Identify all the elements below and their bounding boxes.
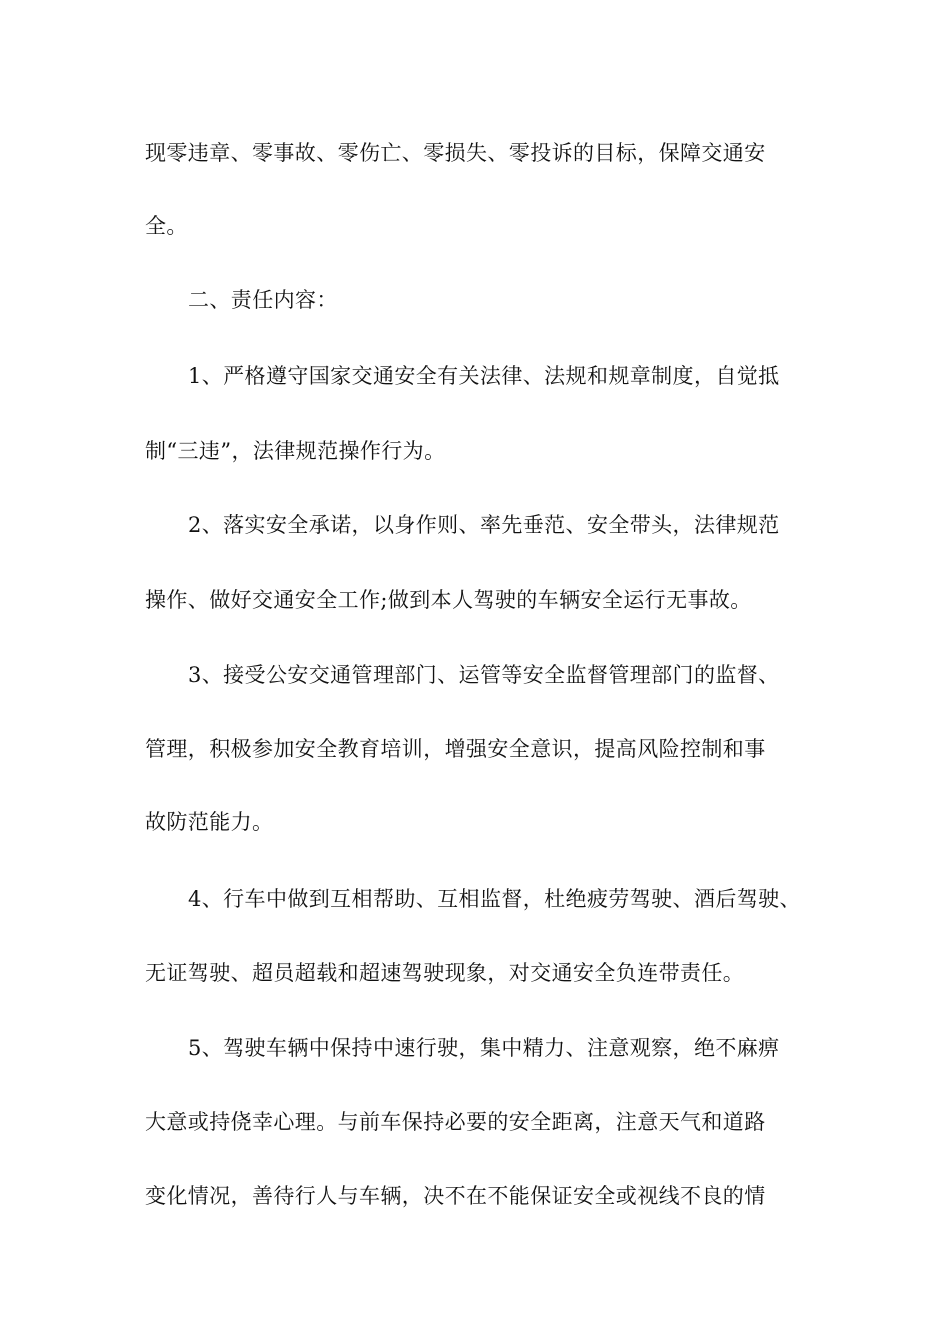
text-line: 故防范能力。 bbox=[145, 810, 274, 834]
text-line: 大意或持侥幸心理。与前车保持必要的安全距离，注意天气和道路 bbox=[145, 1110, 766, 1134]
text-line: 1、严格遵守国家交通安全有关法律、法规和规章制度，自觉抵 bbox=[188, 364, 780, 388]
text-line: 操作、做好交通安全工作;做到本人驾驶的车辆安全运行无事故。 bbox=[145, 588, 752, 612]
text-line: 无证驾驶、超员超载和超速驾驶现象，对交通安全负连带责任。 bbox=[145, 961, 745, 985]
text-line: 2、落实安全承诺，以身作则、率先垂范、安全带头，法律规范 bbox=[188, 513, 780, 537]
text-line: 3、接受公安交通管理部门、运管等安全监督管理部门的监督、 bbox=[188, 663, 780, 687]
text-line: 全。 bbox=[145, 214, 188, 238]
text-line: 管理，积极参加安全教育培训，增强安全意识，提高风险控制和事 bbox=[145, 737, 766, 761]
text-line: 4、行车中做到互相帮助、互相监督，杜绝疲劳驾驶、酒后驾驶、 bbox=[188, 887, 801, 911]
text-line: 制“三违”，法律规范操作行为。 bbox=[145, 439, 446, 463]
text-line: 5、驾驶车辆中保持中速行驶，集中精力、注意观察，绝不麻痹 bbox=[188, 1036, 780, 1060]
section-heading: 二、责任内容： bbox=[188, 288, 338, 312]
text-line: 变化情况，善待行人与车辆，决不在不能保证安全或视线不良的情 bbox=[145, 1184, 766, 1208]
text-line: 现零违章、零事故、零伤亡、零损失、零投诉的目标，保障交通安 bbox=[145, 141, 766, 165]
